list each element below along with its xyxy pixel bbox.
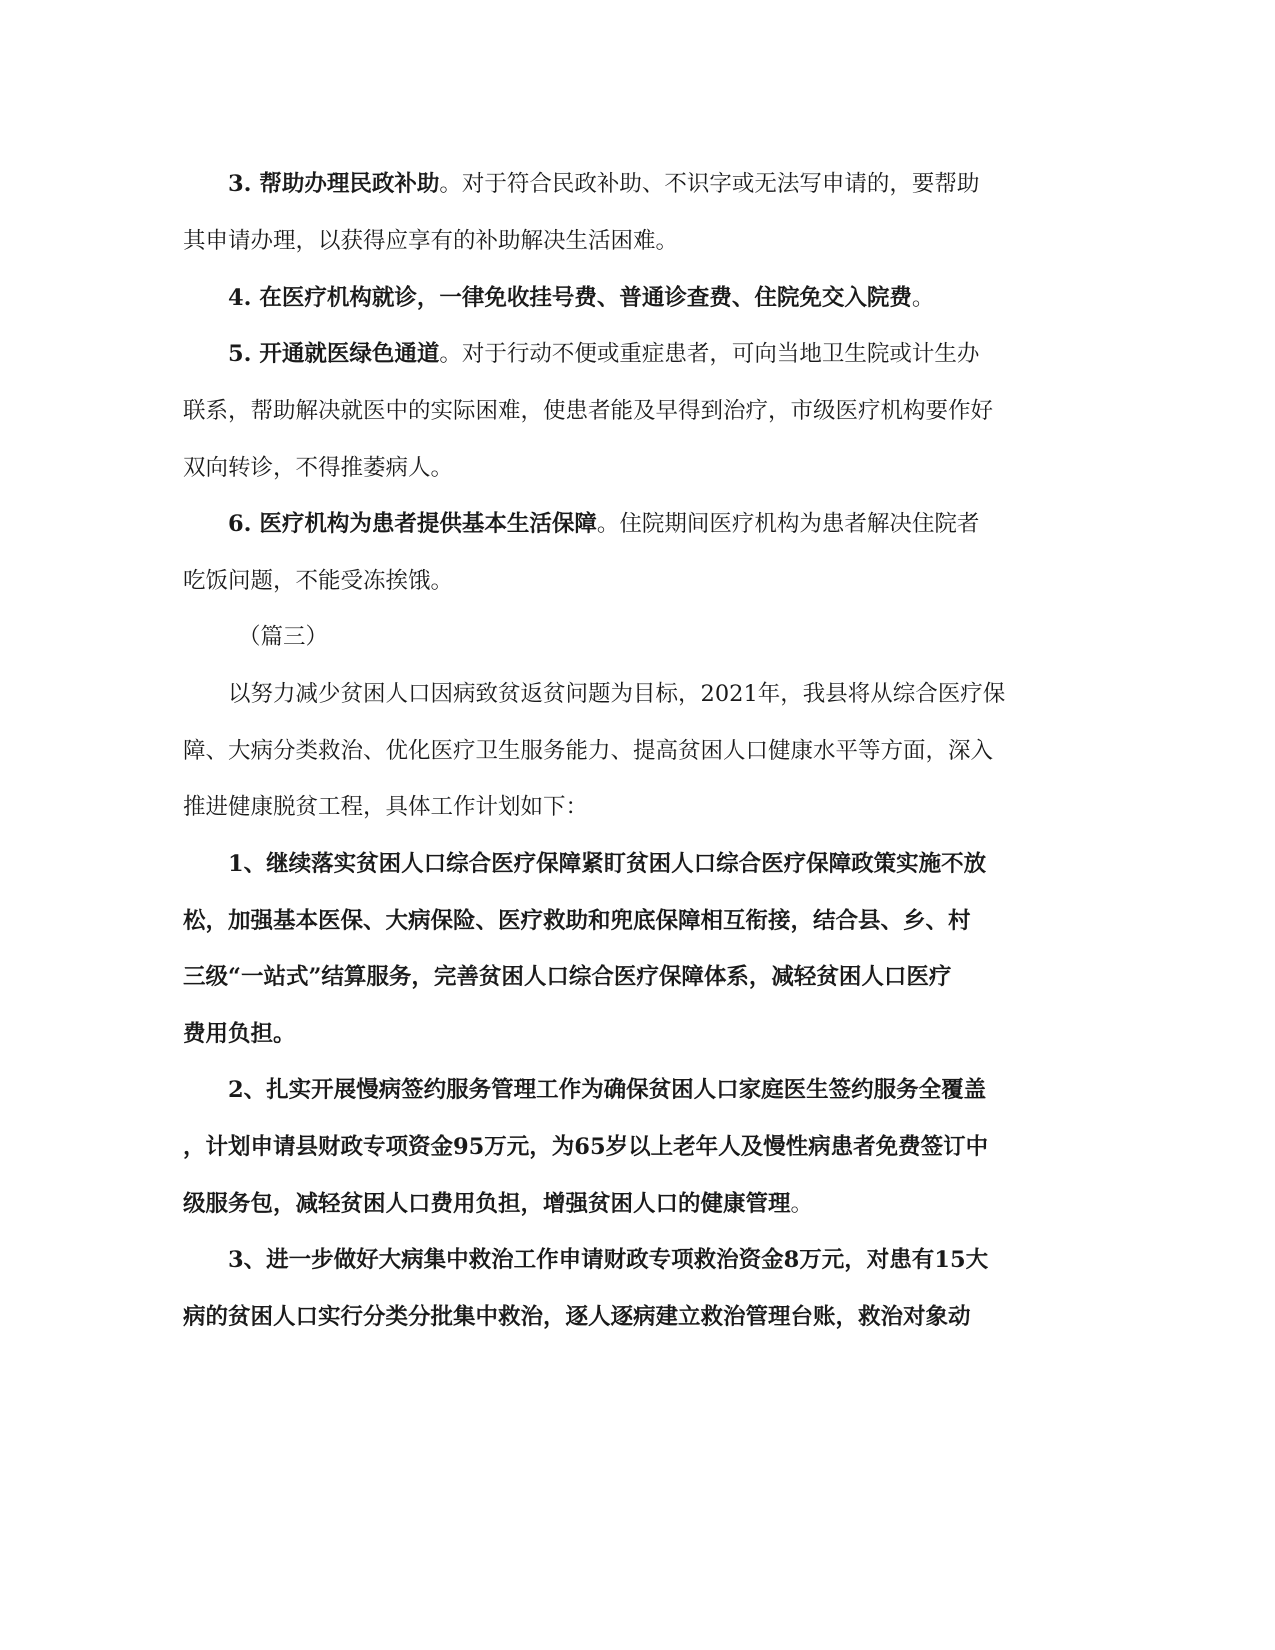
item-2-line-2: ，计划申请县财政专项资金95万元，为65岁以上老年人及慢性病患者免费签订中 [183, 1134, 989, 1160]
paragraph-4-text: 。 [911, 285, 935, 311]
paragraph-6-heading: 6. 医疗机构为患者提供基本生活保障 [228, 511, 597, 537]
paragraph-3-line-2: 其申请办理，以获得应享有的补助解决生活困难。 [183, 228, 679, 254]
item-2-line-3-text: 级服务包，减轻贫困人口费用负担，增强贫困人口的健康管理 [183, 1191, 791, 1217]
item-1-line-4: 费用负担。 [183, 1021, 296, 1047]
intro-line-3: 推进健康脱贫工程，具体工作计划如下： [183, 794, 589, 820]
intro-line-2: 障、大病分类救治、优化医疗卫生服务能力、提高贫困人口健康水平等方面，深入 [183, 738, 994, 764]
item-2-line-3 [183, 1184, 1083, 1224]
paragraph-3-heading: 3. 帮助办理民政补助 [228, 171, 440, 197]
paragraph-3-text: 。对于符合民政补助、不识字或无法写申请的，要帮助 [439, 171, 980, 197]
intro-line-1: 以努力减少贫困人口因病致贫返贫问题为目标，2021年，我县将从综合医疗保 [228, 681, 1006, 707]
item-1-line-1: 1、继续落实贫困人口综合医疗保障紧盯贫困人口综合医疗保障政策实施不放 [228, 851, 987, 877]
item-3-line-1: 3、进一步做好大病集中救治工作申请财政专项救治资金8万元，对患有15大 [228, 1247, 989, 1273]
item-1-line-2: 松，加强基本医保、大病保险、医疗救助和兜底保障相互衔接，结合县、乡、村 [183, 908, 971, 934]
section-title: （篇三） [238, 624, 329, 650]
paragraph-5-text: 。对于行动不便或重症患者，可向当地卫生院或计生办 [439, 341, 980, 367]
item-3-line-2: 病的贫困人口实行分类分批集中救治，逐人逐病建立救治管理台账，救治对象动 [183, 1304, 971, 1330]
paragraph-5-line-2: 联系，帮助解决就医中的实际困难，使患者能及早得到治疗，市级医疗机构要作好 [183, 398, 994, 424]
item-2-line-1: 2、扎实开展慢病签约服务管理工作为确保贫困人口家庭医生签约服务全覆盖 [228, 1077, 987, 1103]
paragraph-4-line-1 [228, 278, 1128, 318]
paragraph-5-heading: 5. 开通就医绿色通道 [228, 341, 440, 367]
paragraph-6-line-2: 吃饭问题，不能受冻挨饿。 [183, 568, 454, 594]
item-1-line-3: 三级“一站式”结算服务，完善贫困人口综合医疗保障体系，减轻贫困人口医疗 [183, 964, 952, 990]
item-2-line-3-end: 。 [790, 1191, 814, 1217]
paragraph-5-line-1 [228, 334, 1128, 374]
paragraph-6-line-1 [228, 504, 1128, 544]
paragraph-3-line-1 [228, 164, 1128, 204]
paragraph-6-text: 。住院期间医疗机构为患者解决住院者 [596, 511, 980, 537]
paragraph-4-heading: 4. 在医疗机构就诊，一律免收挂号费、普通诊查费、住院免交入院费 [228, 285, 912, 311]
paragraph-5-line-3: 双向转诊，不得推萎病人。 [183, 455, 454, 481]
